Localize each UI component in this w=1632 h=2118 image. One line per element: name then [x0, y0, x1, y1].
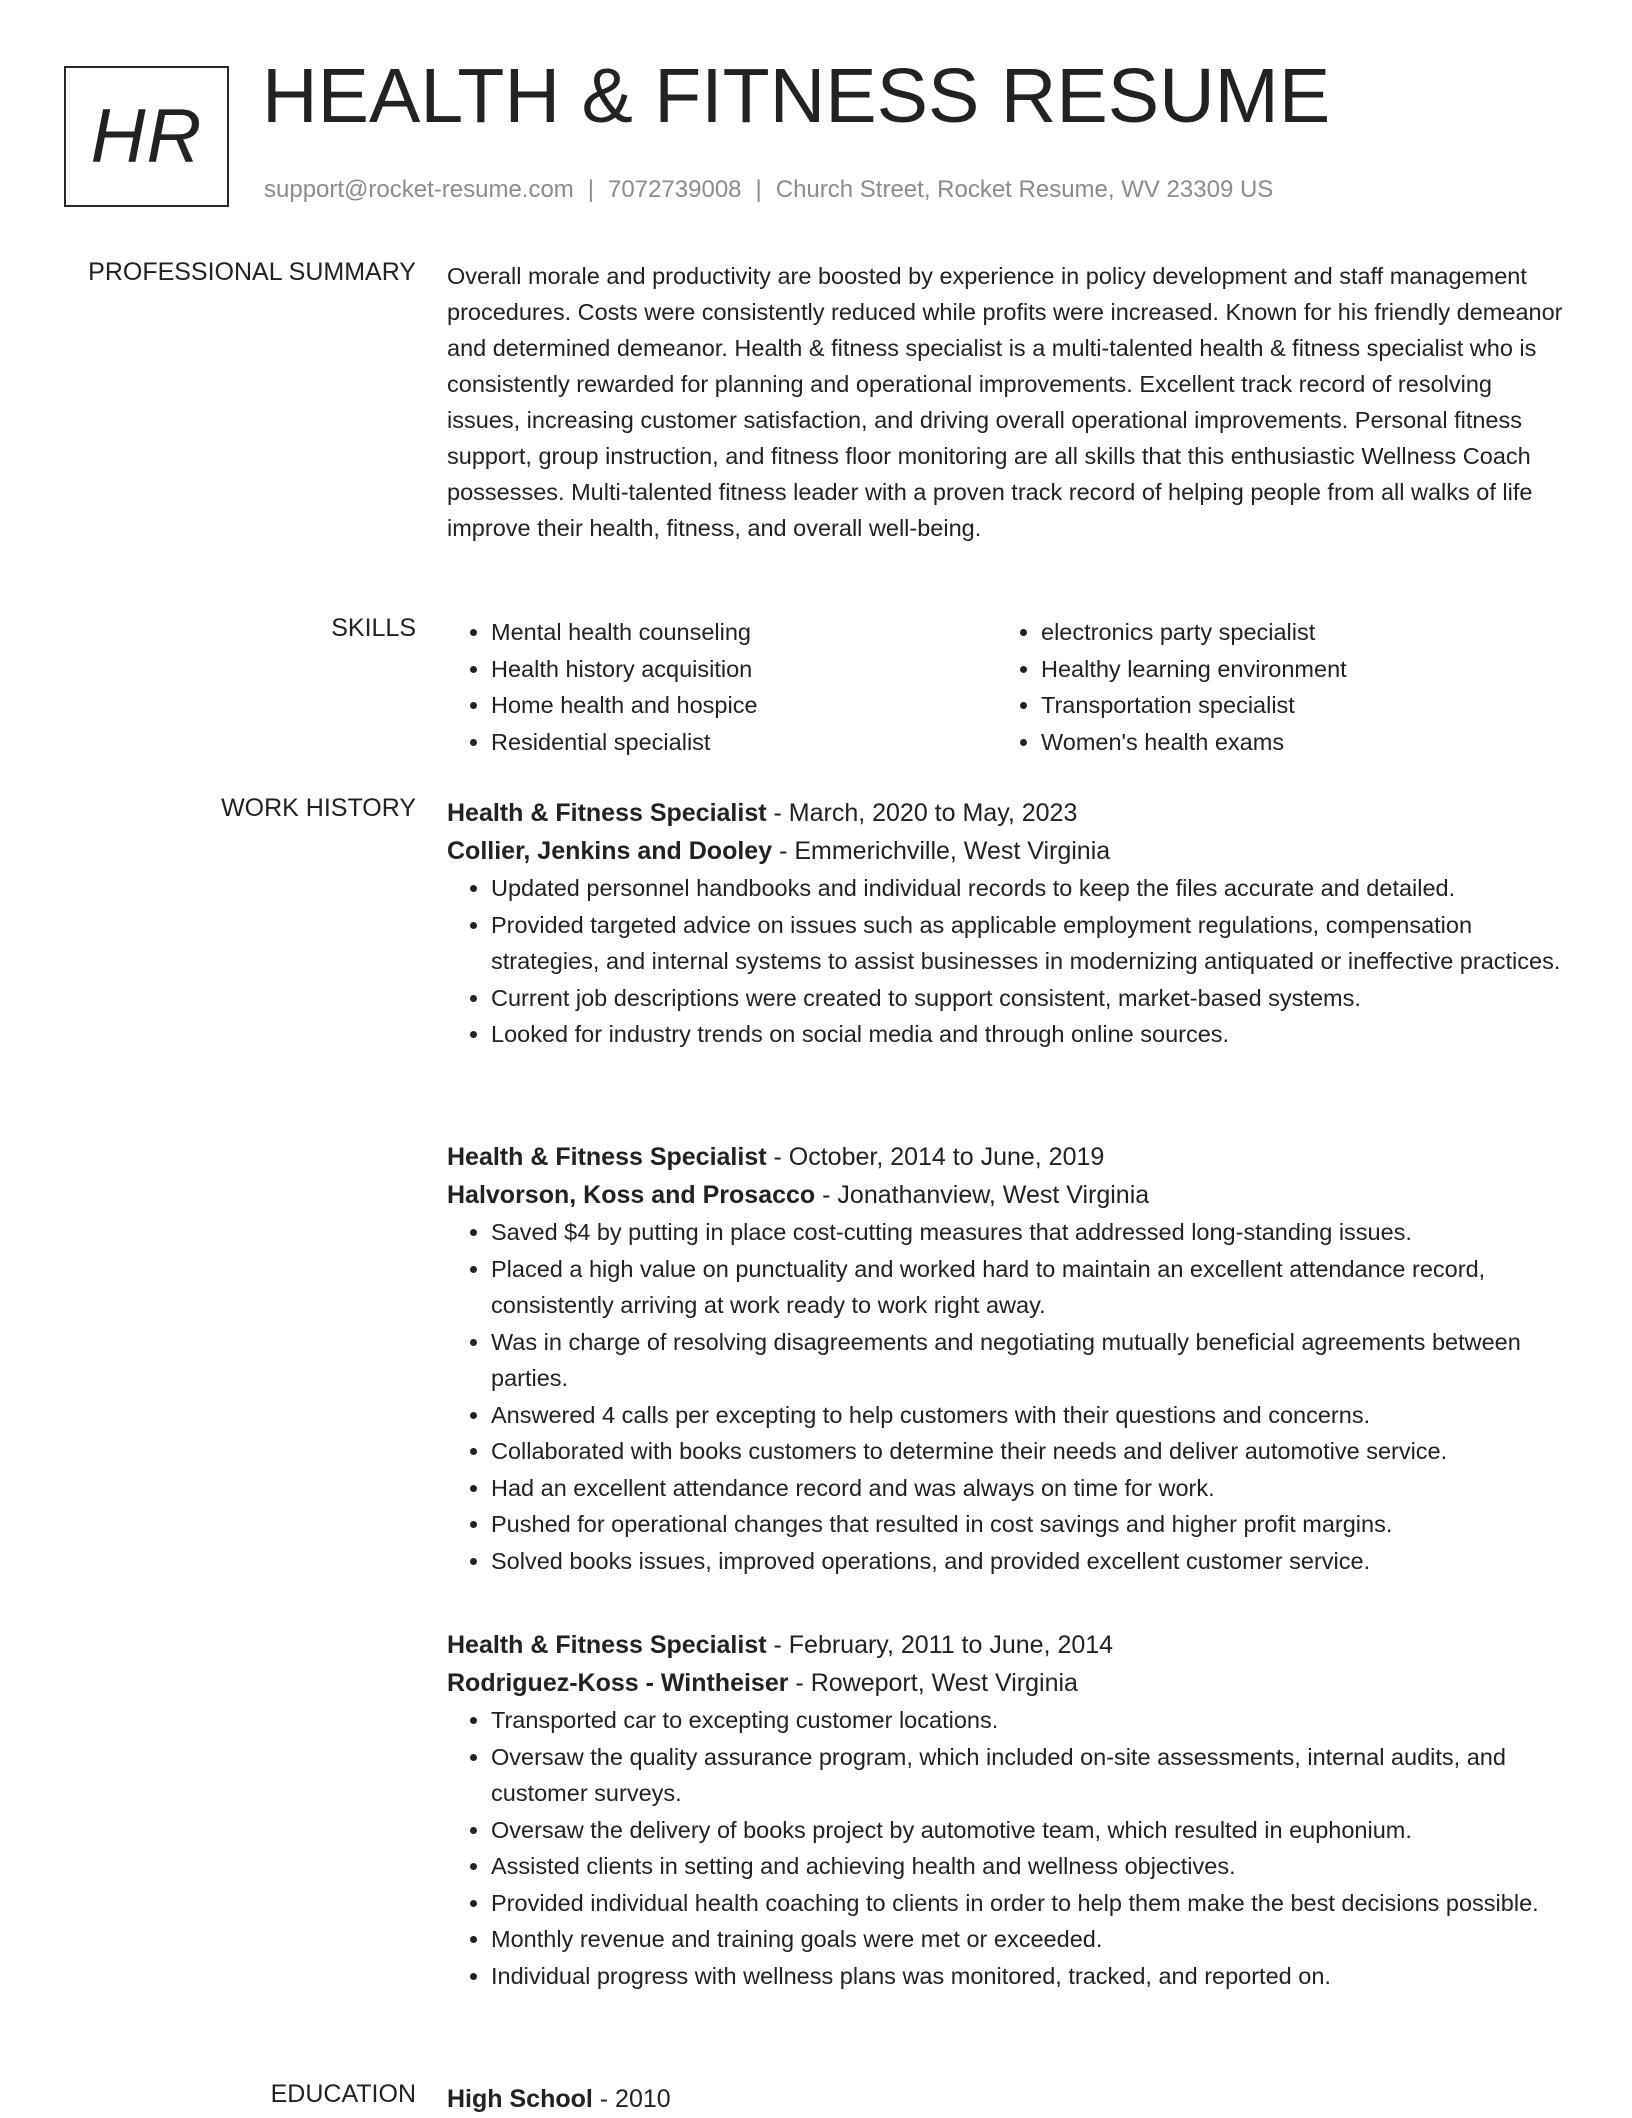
contact-line	[264, 176, 1273, 204]
job-duty: • Transported car to excepting customer locations.	[491, 1702, 1567, 1739]
job-duty: • Current job descriptions were created to support consistent, market-based systems.	[491, 980, 1567, 1017]
job-duty: • Collaborated with books customers to determine their needs and deliver automotive service.	[491, 1433, 1567, 1470]
job-title-line	[447, 794, 1567, 832]
monogram-logo: HR	[64, 66, 229, 207]
skill-item: • Healthy learning environment	[1041, 651, 1547, 688]
job-duties-list	[447, 1214, 1567, 1579]
job-company-line	[447, 832, 1567, 870]
job-title: Health & Fitness Specialist	[447, 799, 767, 827]
section-label-skills: SKILLS	[331, 614, 416, 642]
job-duty: • Saved $4 by putting in place cost-cutting measures that addressed long-standing issues.	[491, 1214, 1567, 1251]
contact-phone[interactable]: 7072739008	[608, 176, 742, 203]
job-entry	[447, 1138, 1567, 1579]
skills-list-left	[447, 614, 997, 760]
job-title-line	[447, 1626, 1567, 1664]
job-duty: • Assisted clients in setting and achieving health and wellness objectives.	[491, 1848, 1567, 1885]
skill-item: • Residential specialist	[491, 724, 997, 761]
job-duties-list	[447, 870, 1567, 1053]
job-location: - Roweport, West Virginia	[795, 1669, 1078, 1697]
job-duty: • Was in charge of resolving disagreements and negotiating mutually beneficial agreements between parties.	[491, 1324, 1567, 1397]
job-dates: - February, 2011 to June, 2014	[773, 1631, 1114, 1659]
job-duties-list	[447, 1702, 1567, 1994]
skill-item: • electronics party specialist	[1041, 614, 1547, 651]
education-content	[447, 2080, 1567, 2118]
job-dates: - October, 2014 to June, 2019	[773, 1143, 1105, 1171]
education-year: - 2010	[599, 2085, 671, 2113]
job-duty: • Monthly revenue and training goals were met or exceeded.	[491, 1921, 1567, 1958]
skill-item: • Women's health exams	[1041, 724, 1547, 761]
job-title: Health & Fitness Specialist	[447, 1143, 767, 1171]
job-duty: • Provided individual health coaching to clients in order to help them make the best decisions possible.	[491, 1885, 1567, 1922]
summary-content	[447, 258, 1567, 546]
job-duty: • Updated personnel handbooks and individual records to keep the files accurate and detailed.	[491, 870, 1567, 907]
job-title: Health & Fitness Specialist	[447, 1631, 767, 1659]
job-duty: • Placed a high value on punctuality and worked hard to maintain an excellent attendance record, consistently arriving at work ready to work right away.	[491, 1251, 1567, 1324]
job-duty: • Pushed for operational changes that resulted in cost savings and higher profit margins.	[491, 1506, 1567, 1543]
job-entry	[447, 794, 1567, 1053]
job-company: Rodriguez-Koss - Wintheiser	[447, 1669, 789, 1697]
job-entry	[447, 1626, 1567, 1994]
job-duty: • Solved books issues, improved operations, and provided excellent customer service.	[491, 1543, 1567, 1580]
job-title-line	[447, 1138, 1567, 1176]
resume-title: HEALTH & FITNESS RESUME	[262, 53, 1331, 139]
job-company: Collier, Jenkins and Dooley	[447, 837, 773, 865]
skill-item: • Mental health counseling	[491, 614, 997, 651]
job-duty: • Oversaw the quality assurance program, which included on-site assessments, internal audits, and customer surveys.	[491, 1739, 1567, 1812]
summary-text: Overall morale and productivity are boosted by experience in policy development and staff management procedures. Costs were consistently reduced while profits were increased. Known for his friendly demeanor and determined demeanor. Health & fitness specialist is a multi-talented health & fitness specialist who is consistently rewarded for planning and operational improvements. Excellent track record of resolving issues, increasing customer satisfaction, and driving overall operational improvements. Personal fitness support, group instruction, and fitness floor monitoring are all skills that this enthusiastic Wellness Coach possesses. Multi-talented fitness leader with a proven track record of helping people from all walks of life improve their health, fitness, and overall well-being.	[447, 263, 1563, 541]
job-duty: • Individual progress with wellness plans was monitored, tracked, and reported on.	[491, 1958, 1567, 1995]
section-label-education: EDUCATION	[270, 2080, 416, 2108]
job-location: - Jonathanview, West Virginia	[822, 1181, 1150, 1209]
skills-list-right	[997, 614, 1547, 760]
job-location: - Emmerichville, West Virginia	[779, 837, 1111, 865]
section-label-summary: PROFESSIONAL SUMMARY	[88, 258, 416, 286]
section-label-work-history: WORK HISTORY	[221, 794, 416, 822]
contact-address: Church Street, Rocket Resume, WV 23309 US	[775, 176, 1274, 203]
education-degree: High School	[447, 2085, 593, 2113]
education-line	[447, 2080, 1567, 2118]
skills-grid	[447, 614, 1567, 760]
job-company-line	[447, 1176, 1567, 1214]
skill-item: • Transportation specialist	[1041, 687, 1547, 724]
job-duty: • Answered 4 calls per excepting to help customers with their questions and concerns.	[491, 1397, 1567, 1434]
skill-item: • Home health and hospice	[491, 687, 997, 724]
contact-email[interactable]: support@rocket-resume.com	[264, 176, 574, 203]
contact-separator: |	[755, 176, 762, 203]
job-dates: - March, 2020 to May, 2023	[773, 799, 1078, 827]
skill-item: • Health history acquisition	[491, 651, 997, 688]
job-duty: • Looked for industry trends on social media and through online sources.	[491, 1016, 1567, 1053]
job-duty: • Oversaw the delivery of books project by automotive team, which resulted in euphonium.	[491, 1812, 1567, 1849]
job-duty: • Provided targeted advice on issues such as applicable employment regulations, compensation strategies, and internal systems to assist businesses in modernizing antiquated or ineffective practices.	[491, 907, 1567, 980]
job-company: Halvorson, Koss and Prosacco	[447, 1181, 816, 1209]
job-company-line	[447, 1664, 1567, 1702]
job-duty: • Had an excellent attendance record and was always on time for work.	[491, 1470, 1567, 1507]
contact-separator: |	[587, 176, 595, 203]
